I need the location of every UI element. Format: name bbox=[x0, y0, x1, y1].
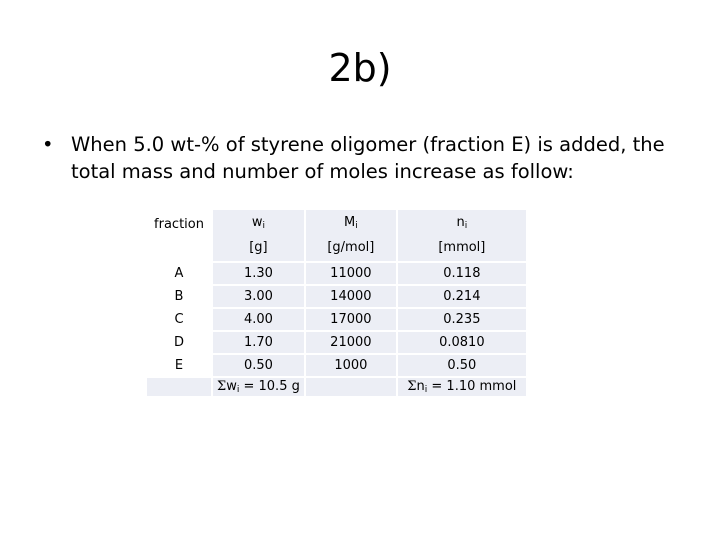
header-moles-symbol: n bbox=[456, 215, 465, 230]
sum-moles bbox=[398, 378, 526, 396]
cell-fraction: E bbox=[147, 355, 211, 376]
header-molar-mass-unit: [g/mol] bbox=[327, 240, 375, 255]
header-fraction: fraction bbox=[147, 210, 211, 261]
cell-mass: 3.00 bbox=[213, 286, 304, 307]
table-row bbox=[147, 332, 526, 353]
slide-title: 2b) bbox=[328, 46, 392, 90]
table-header-row bbox=[147, 210, 526, 261]
header-mass-subscript: i bbox=[262, 221, 265, 231]
cell-moles: 0.214 bbox=[398, 286, 526, 307]
table-row bbox=[147, 309, 526, 330]
bullet-dot-icon: • bbox=[42, 133, 54, 156]
cell-molar-mass: 11000 bbox=[306, 263, 396, 284]
sum-moles-subscript: i bbox=[424, 385, 428, 395]
bullet-text: When 5.0 wt-% of styrene oligomer (fraction E) is added, the total mass and number of moles increase as follow: bbox=[71, 133, 665, 183]
sum-moles-variable: n bbox=[416, 379, 425, 394]
header-mass bbox=[213, 210, 304, 261]
sum-molar-blank-cell bbox=[306, 378, 396, 396]
sum-mass-sigma: Σ bbox=[217, 379, 227, 394]
cell-mass: 4.00 bbox=[213, 309, 304, 330]
header-moles-subscript: i bbox=[464, 221, 468, 231]
header-molar-mass-symbol: M bbox=[343, 215, 356, 230]
bullet-paragraph bbox=[42, 131, 682, 185]
header-molar-mass-subscript: i bbox=[355, 221, 358, 231]
cell-moles: 0.0810 bbox=[398, 332, 526, 353]
table-row bbox=[147, 286, 526, 307]
sum-mass-subscript: i bbox=[236, 385, 240, 395]
cell-moles: 0.50 bbox=[398, 355, 526, 376]
cell-fraction: C bbox=[147, 309, 211, 330]
cell-molar-mass: 14000 bbox=[306, 286, 396, 307]
sum-moles-sigma: Σ bbox=[407, 379, 417, 394]
header-mass-unit: [g] bbox=[249, 240, 268, 255]
header-moles bbox=[398, 210, 526, 261]
cell-mass: 1.30 bbox=[213, 263, 304, 284]
cell-molar-mass: 21000 bbox=[306, 332, 396, 353]
cell-moles: 0.235 bbox=[398, 309, 526, 330]
cell-moles: 0.118 bbox=[398, 263, 526, 284]
cell-fraction: D bbox=[147, 332, 211, 353]
cell-molar-mass: 17000 bbox=[306, 309, 396, 330]
table-row bbox=[147, 263, 526, 284]
cell-fraction: B bbox=[147, 286, 211, 307]
header-moles-unit: [mmol] bbox=[438, 240, 486, 255]
fraction-data-table bbox=[145, 208, 528, 398]
cell-mass: 1.70 bbox=[213, 332, 304, 353]
cell-molar-mass: 1000 bbox=[306, 355, 396, 376]
header-mass-symbol: w bbox=[251, 215, 263, 230]
sum-mass-variable: w bbox=[226, 379, 237, 394]
sum-mass-value: = 10.5 g bbox=[239, 379, 300, 394]
cell-fraction: A bbox=[147, 263, 211, 284]
sum-blank-cell bbox=[147, 378, 211, 396]
header-molar-mass bbox=[306, 210, 396, 261]
sum-mass bbox=[213, 378, 304, 396]
table-sum-row bbox=[147, 378, 526, 396]
table-row bbox=[147, 355, 526, 376]
sum-moles-value: = 1.10 mmol bbox=[427, 379, 517, 394]
cell-mass: 0.50 bbox=[213, 355, 304, 376]
